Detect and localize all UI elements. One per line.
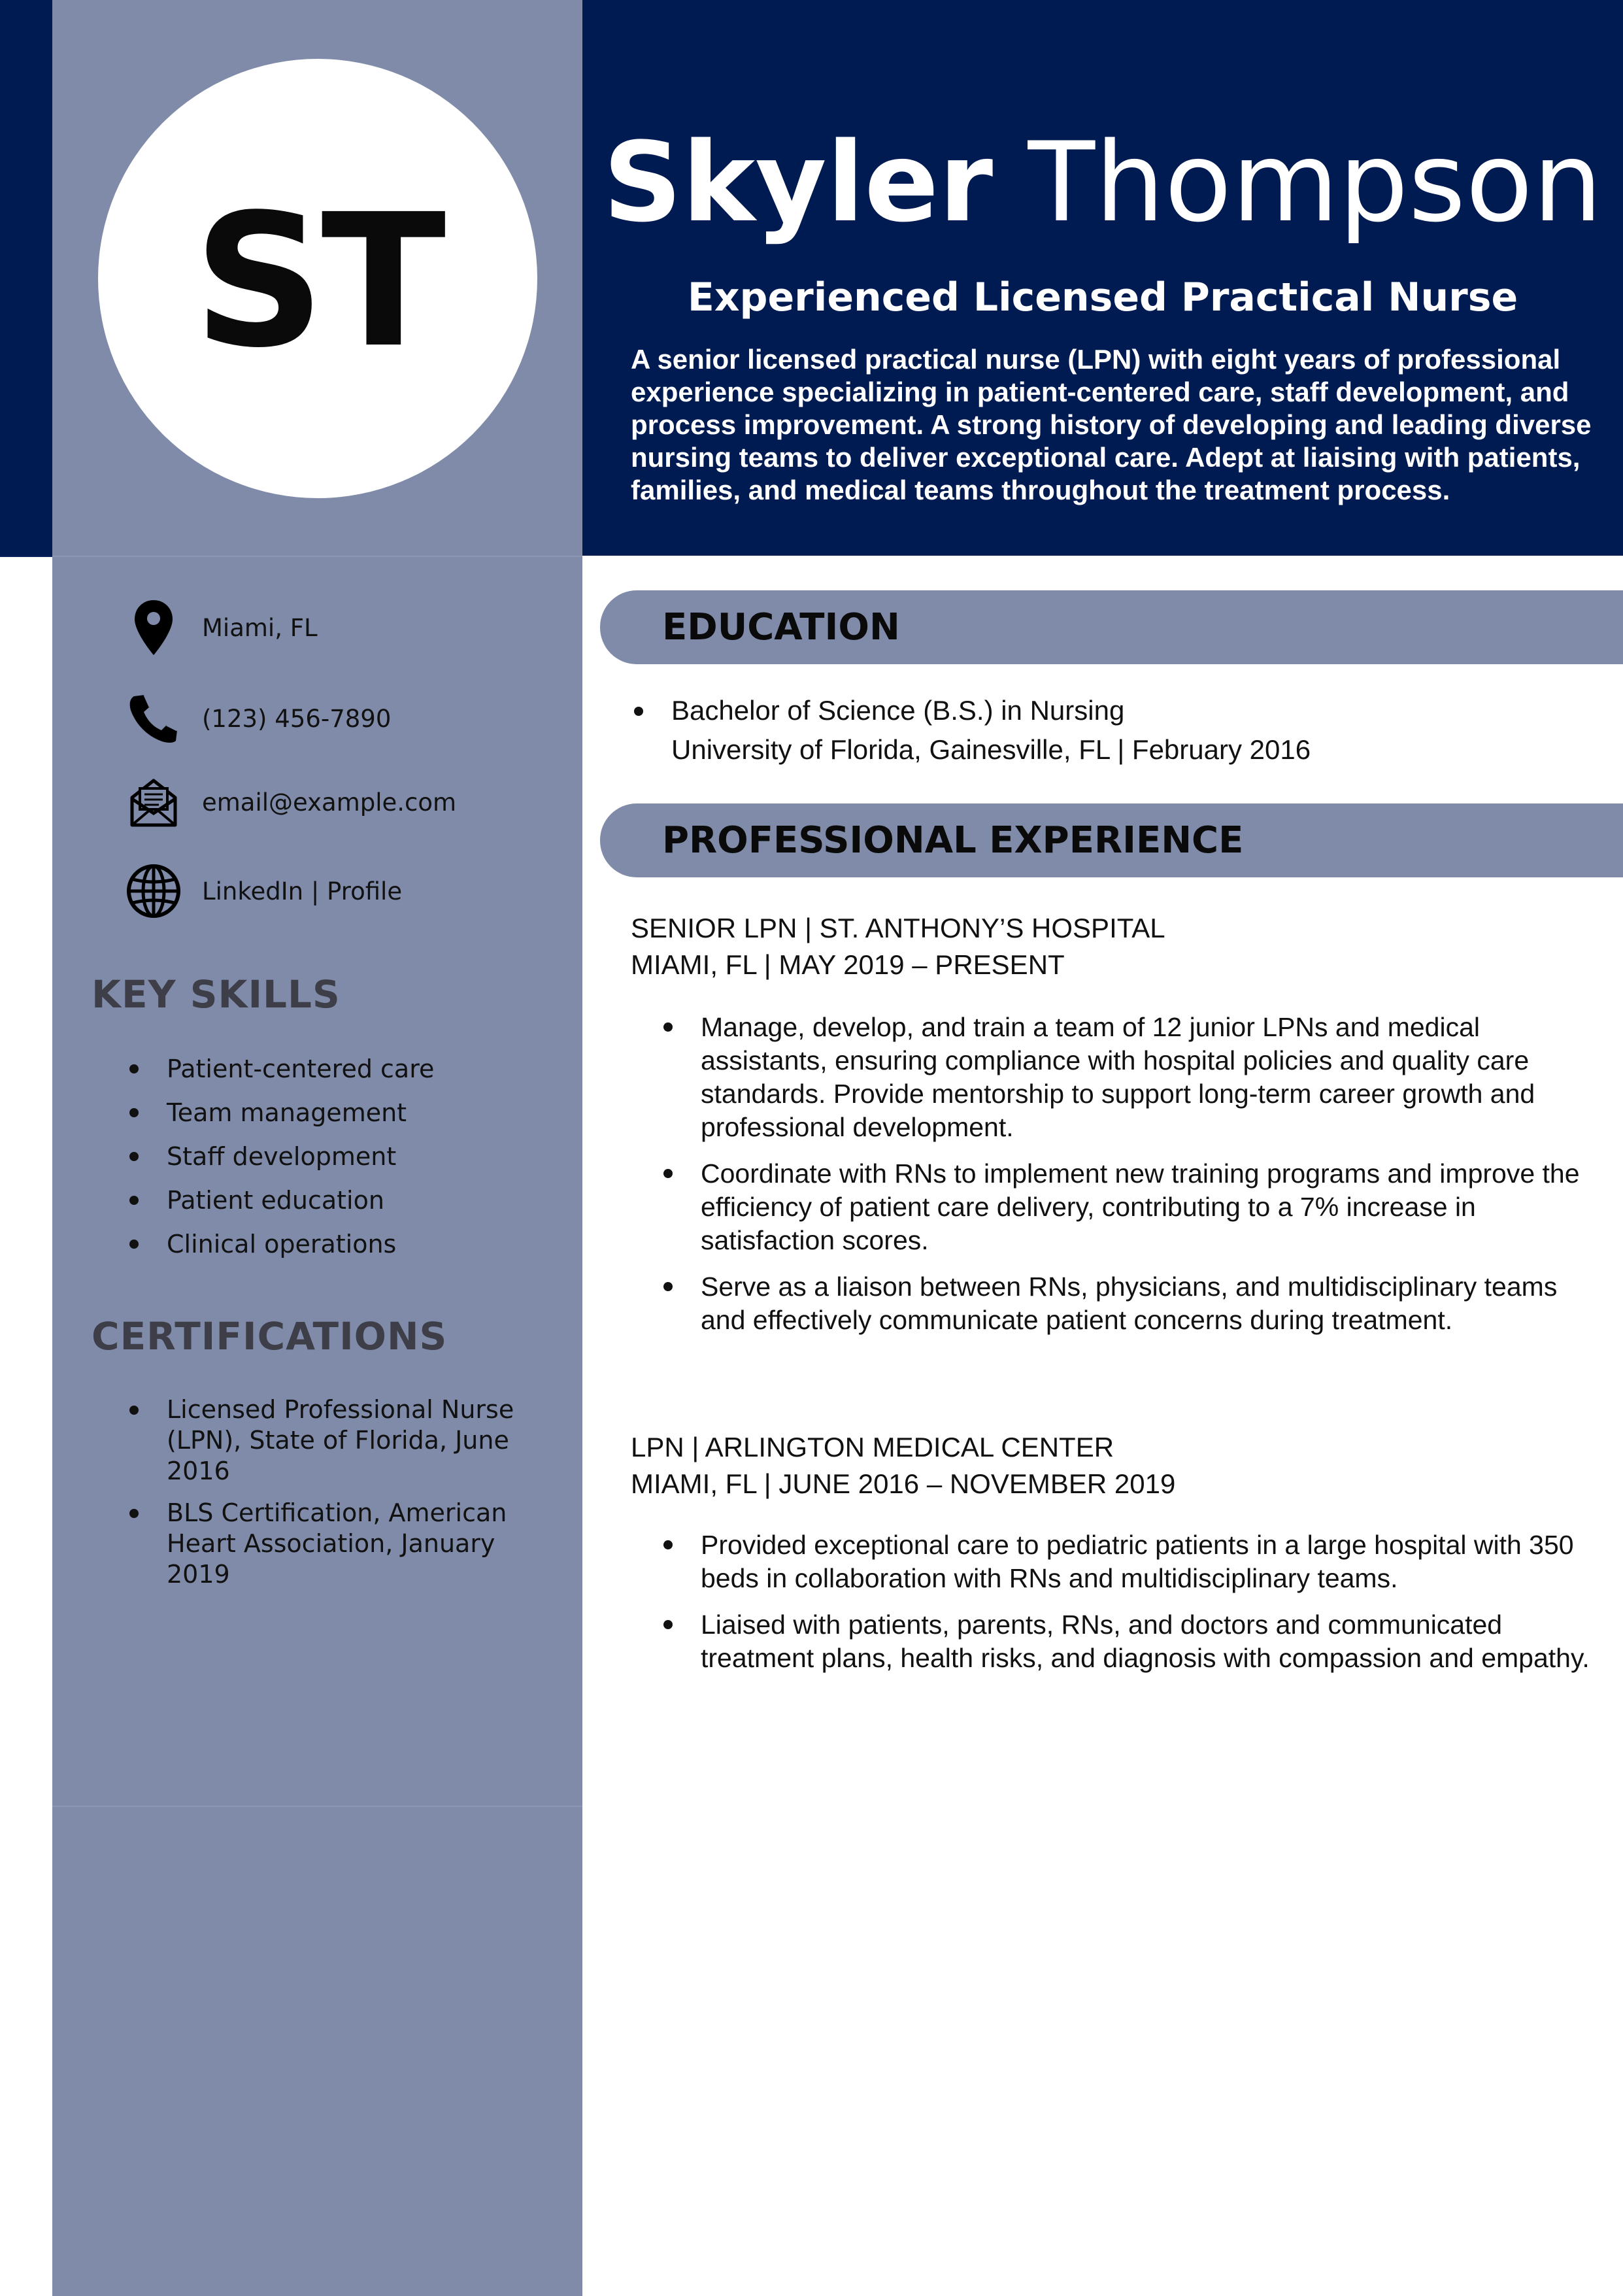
email-icon <box>124 773 183 832</box>
job-entry <box>631 910 1165 983</box>
job-bullets <box>660 1011 1601 1350</box>
degree: Bachelor of Science (B.S.) in Nursing <box>671 695 1125 726</box>
job-bullet: Coordinate with RNs to implement new training programs and improve the efficiency of patient care delivery, contributing to a 7% increase in satisfaction scores. <box>660 1157 1601 1257</box>
monogram-circle <box>98 59 537 498</box>
globe-icon <box>124 862 183 920</box>
linkedin-text: LinkedIn | Profile <box>202 877 403 905</box>
job-bullet: Provided exceptional care to pediatric patients in a large hospital with 350 beds in collaboration with RNs and multidisciplinary teams. <box>660 1528 1601 1595</box>
certification-item: BLS Certification, American Heart Association, January 2019 <box>124 1498 543 1590</box>
skill-item: Clinical operations <box>124 1229 543 1259</box>
contact-email <box>124 773 456 832</box>
sidebar-divider <box>52 556 582 557</box>
job-bullet: Serve as a liaison between RNs, physicians, and multidisciplinary teams and effectively communicate patient concerns during treatment. <box>660 1270 1601 1337</box>
job-title-line: LPN | ARLINGTON MEDICAL CENTER <box>631 1432 1114 1462</box>
job-location-dates: MIAMI, FL | MAY 2019 – PRESENT <box>631 949 1065 980</box>
certifications-heading: CERTIFICATIONS <box>92 1314 448 1359</box>
job-title-line: SENIOR LPN | ST. ANTHONY’S HOSPITAL <box>631 913 1165 943</box>
experience-section-bar <box>600 803 1623 877</box>
contact-phone <box>124 689 391 748</box>
skill-item: Patient education <box>124 1185 543 1215</box>
job-title: Experienced Licensed Practical Nurse <box>687 275 1518 320</box>
candidate-name <box>582 118 1623 246</box>
email-text: email@example.com <box>202 788 457 817</box>
sidebar-divider <box>52 1806 582 1807</box>
job-bullet: Liaised with patients, parents, RNs, and doctors and communicated treatment plans, health risks, and diagnosis with compassion and empathy. <box>660 1608 1601 1675</box>
education-heading: EDUCATION <box>662 606 900 649</box>
skill-item: Staff development <box>124 1141 543 1172</box>
job-entry <box>631 1429 1175 1502</box>
header-edge <box>0 556 52 557</box>
monogram-initials: ST <box>193 175 443 388</box>
contact-location <box>124 598 318 657</box>
skills-list <box>124 1054 543 1273</box>
skill-item: Patient-centered care <box>124 1054 543 1084</box>
job-bullets <box>660 1528 1601 1688</box>
experience-heading: PROFESSIONAL EXPERIENCE <box>662 819 1244 862</box>
first-name: Skyler <box>603 118 994 246</box>
education-section-bar <box>600 590 1623 664</box>
job-location-dates: MIAMI, FL | JUNE 2016 – NOVEMBER 2019 <box>631 1468 1176 1499</box>
education-list <box>631 691 1598 769</box>
skill-item: Team management <box>124 1098 543 1128</box>
location-text: Miami, FL <box>202 613 318 642</box>
education-item <box>631 691 1598 769</box>
location-pin-icon <box>124 598 183 657</box>
certification-item: Licensed Professional Nurse (LPN), State of Florida, June 2016 <box>124 1394 543 1487</box>
phone-text: (123) 456-7890 <box>202 704 392 733</box>
last-name: Thompson <box>1028 118 1603 246</box>
summary: A senior licensed practical nurse (LPN) with eight years of professional experience specializing in patient-centered care, staff development, and process improvement. A strong history of developing and leading diverse nursing teams to deliver exceptional care. Adept at liaising with patients, families, and medical teams throughout the treatment process. <box>631 344 1592 505</box>
school: University of Florida, Gainesville, FL | February 2016 <box>671 734 1311 765</box>
phone-icon <box>124 689 183 748</box>
certifications-list <box>124 1394 543 1601</box>
contact-linkedin <box>124 862 402 920</box>
skills-heading: KEY SKILLS <box>92 972 341 1017</box>
job-bullet: Manage, develop, and train a team of 12 junior LPNs and medical assistants, ensuring compliance with hospital policies and quality care standards. Provide mentorship to support long-term career growth and professional development. <box>660 1011 1601 1144</box>
